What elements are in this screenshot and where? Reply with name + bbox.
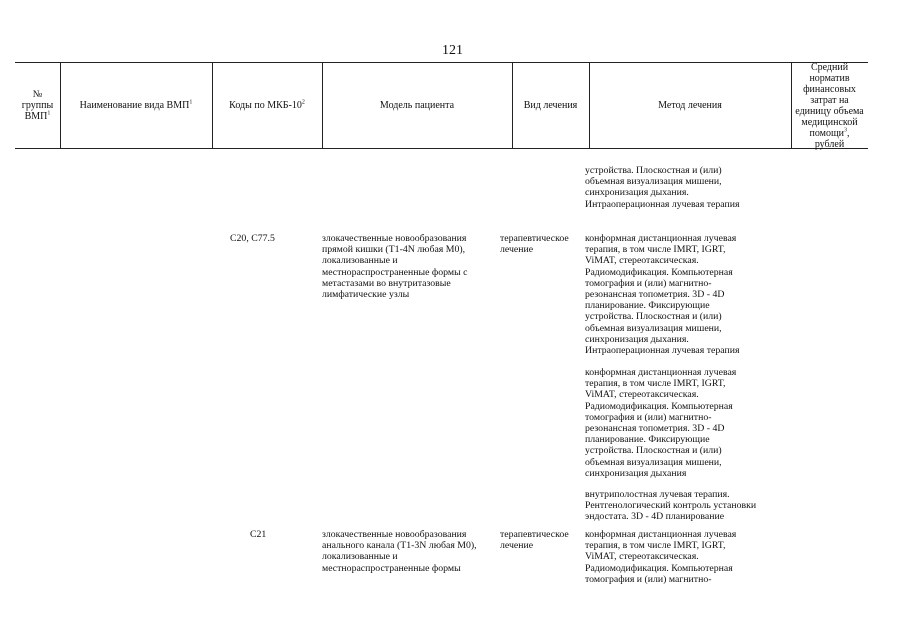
page-number: 121 [442, 43, 463, 58]
header-group-no-text: № группы ВМП [21, 89, 54, 122]
treatment-method-cell: внутриполостная лучевая терапия. Рентгенологический контроль установки эндостата. 3D - 4D планирование [585, 489, 757, 523]
treatment-type-cell: терапевтическое лечение [500, 233, 569, 256]
treatment-method-cell: устройства. Плоскостная и (или) объемная визуализация мишени, синхронизация дыхания. Интраоперационная лучевая терапия [585, 165, 740, 210]
treatment-type-cell: терапевтическое лечение [500, 529, 569, 552]
treatment-method-cell: конформная дистанционная лучевая терапия, в том числе IMRT, IGRT, ViMAT, стереотаксическая. Радиомодификация. Компьютерная томография и (или) магнитно- резонансная топометрия. 3D - 4D планирование. Фиксирующие устройства. Плоскостная и (или) объемная визуализация мишени, синхронизация дыхания [585, 367, 737, 479]
header-cost [791, 63, 868, 148]
header-cost-text: Средний норматив финансовых затрат на единицу объема медицинской помощи [795, 61, 864, 139]
header-name-sup: 1 [189, 99, 193, 106]
icd-code-cell: C20, C77.5 [230, 233, 275, 244]
header-group-no-sup: 1 [47, 110, 51, 117]
header-patient-model: Модель пациента [379, 100, 455, 111]
header-cost-sup: 3 [844, 127, 848, 134]
header-codes-text: Коды по МКБ-10 [229, 100, 302, 111]
icd-code-cell: C21 [250, 529, 267, 540]
header-treatment-type: Вид лечения [523, 100, 578, 111]
table-header [15, 62, 868, 149]
treatment-method-cell: конформная дистанционная лучевая терапия, в том числе IMRT, IGRT, ViMAT, стереотаксическая. Радиомодификация. Компьютерная томография и (или) магнитно- резонансная топометрия. 3D - 4D планирование. Фиксирующие устройства. Плоскостная и (или) объемная визуализация мишени, синхронизация дыхания. Интраоперационная лучевая терапия [585, 233, 740, 357]
patient-model-cell: злокачественные новообразования прямой кишки (T1-4N любая M0), локализованные и местнораспространенные формы с метастазами во внутритазовые лимфатические узлы [322, 233, 468, 301]
header-cost-unit: , рублей [814, 127, 850, 150]
header-group-no [15, 63, 60, 148]
header-codes [212, 63, 322, 148]
header-treatment-method: Метод лечения [658, 100, 722, 111]
header-name [60, 63, 212, 148]
treatment-method-cell: конформная дистанционная лучевая терапия, в том числе IMRT, IGRT, ViMAT, стереотаксическая. Радиомодификация. Компьютерная томография и (или) магнитно- [585, 529, 737, 585]
header-name-text: Наименование вида ВМП [79, 100, 190, 111]
header-codes-sup: 2 [301, 99, 305, 106]
patient-model-cell: злокачественные новообразования анального канала (T1-3N любая M0), локализованные и местнораспространенные формы [322, 529, 477, 574]
